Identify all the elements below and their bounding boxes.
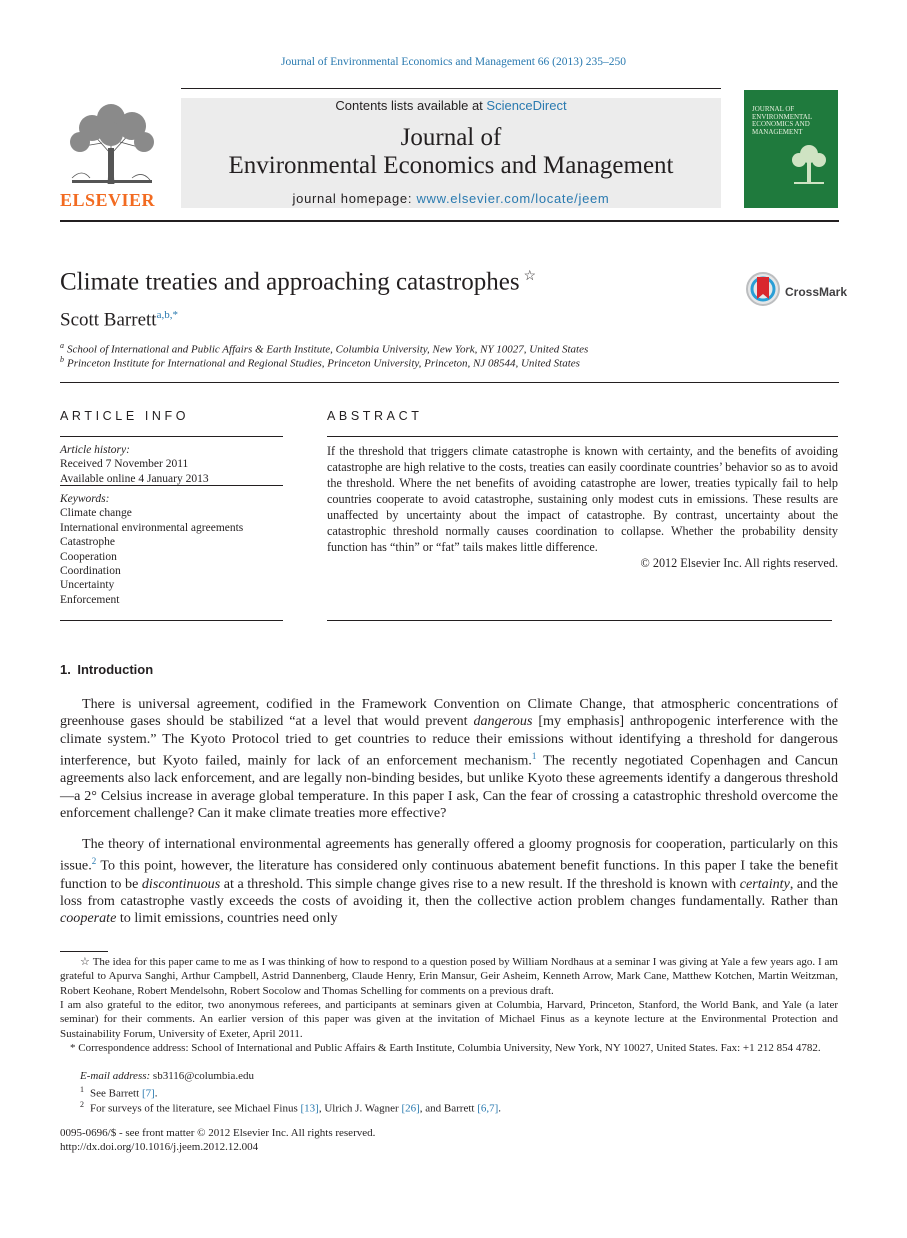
journal-homepage xyxy=(181,191,721,206)
crossmark-label[interactable]: CrossMark xyxy=(785,285,848,299)
text-run: The theory of international environmental agreements has generally offered a gloomy prognosis for cooperation, particularly on this issue. xyxy=(60,836,838,875)
author-name: Scott Barrett xyxy=(60,309,157,331)
article-info-rule-bottom xyxy=(60,620,283,621)
abstract-rule-bottom xyxy=(327,620,832,621)
footnote-star-text: The idea for this paper came to me as I was thinking of how to respond to a question posed by William Nordhaus at a seminar I was giving at Yale a few years ago. I am grateful to Apurva Sanghi, Arthur Campbell, Astrid Dannenberg, Claude Henry, Erin Mansur, Geir Asheim, Kenneth Arrow, Mark Cane, Matthew Kotchen, Martin Weitzman, Robert Keohane, Robert Mendelsohn, Robert Socolow and Thomas Schelling for comments on a previous draft. xyxy=(60,956,838,997)
masthead-top-rule xyxy=(181,88,721,89)
affiliation-a-text: School of International and Public Affairs & Earth Institute, Columbia University, New York, NY 10027, United States xyxy=(67,343,589,356)
text-run: , and the loss from catastrophe vastly exceeds the costs of avoiding it, then the collective action problem changes fundamentally. Rather than xyxy=(60,875,839,909)
journal-title-line2: Environmental Economics and Management xyxy=(228,152,674,179)
reference-link[interactable]: [26] xyxy=(401,1102,420,1115)
text-run: at a threshold. This simple change gives rise to a new result. If the threshold is known with xyxy=(220,875,740,892)
email-label: E-mail address: xyxy=(80,1070,151,1082)
cover-title: JOURNAL OF ENVIRONMENTAL ECONOMICS AND MANAGEMENT xyxy=(752,105,812,136)
affiliation-b-text: Princeton Institute for International and Regional Studies, Princeton University, Princeton, NJ 08544, United States xyxy=(67,357,580,370)
received-date: Received 7 November 2011 xyxy=(60,458,189,471)
reference-link[interactable]: [13] xyxy=(300,1102,319,1115)
keyword: Climate change xyxy=(60,507,132,520)
footnote-thanks: I am also grateful to the editor, two anonymous referees, and participants at seminars given at Columbia, Harvard, Princeton, Stanford, the World Bank, and Yale (a later seminar) for their comments. An earlier version of this paper was given at the invitation of Michael Finus as a keynote lecture at the Environmental Protection and Sustainability Forum, University of Exeter, April 2011. xyxy=(60,999,838,1040)
journal-title-line1: Journal of xyxy=(400,124,502,151)
title-footnote-mark[interactable]: ☆ xyxy=(523,269,537,284)
keywords-label: Keywords: xyxy=(60,493,110,505)
cover-tree-icon xyxy=(786,140,832,188)
emphasis: dangerous xyxy=(473,713,533,730)
footnote-email xyxy=(60,1069,858,1083)
text-run: . xyxy=(154,1087,158,1100)
article-info-heading: ARTICLE INFO xyxy=(60,409,190,423)
affiliation-b-mark: b xyxy=(60,355,64,364)
footnote-1-mark: 1 xyxy=(80,1085,84,1094)
abstract-body xyxy=(327,443,838,571)
elsevier-tree-logo xyxy=(62,98,160,186)
contents-prefix: Contents lists available at xyxy=(335,98,487,113)
abstract-heading: ABSTRACT xyxy=(327,409,423,423)
emphasis: discontinuous xyxy=(141,875,221,892)
email-address[interactable]: sb3116@columbia.edu xyxy=(152,1070,254,1082)
footnote-2 xyxy=(60,1098,858,1116)
article-title xyxy=(60,268,536,296)
affiliation-b xyxy=(60,355,580,370)
footnote-separator xyxy=(60,951,108,952)
issn-line: 0095-0696/$ - see front matter © 2012 Elsevier Inc. All rights reserved. xyxy=(60,1127,376,1139)
footnote-2-mark: 2 xyxy=(80,1100,84,1109)
text-run: To this point, however, the literature has considered only continuous abatement benefit functions. In this paper I take the benefit function to be xyxy=(60,858,838,892)
keyword: International environmental agreements xyxy=(60,521,244,534)
doi-link[interactable]: http://dx.doi.org/10.1016/j.jeem.2012.12.004 xyxy=(60,1141,259,1153)
footnote-corr-text: Correspondence address: School of International and Public Affairs & Earth Institute, Columbia University, New York, NY 10027, United States. Fax: +1 212 854 4782. xyxy=(78,1042,821,1054)
keyword: Coordination xyxy=(60,565,121,578)
journal-citation[interactable]: Journal of Environmental Economics and Management 66 (2013) 235–250 xyxy=(281,56,626,68)
emphasis: certainty xyxy=(739,875,790,892)
contents-line xyxy=(181,98,721,113)
reference-link[interactable]: [6,7] xyxy=(477,1102,499,1115)
affiliation-a xyxy=(60,341,588,356)
footnote-star-mark: ☆ xyxy=(80,956,90,968)
crossmark-icon[interactable] xyxy=(745,271,781,307)
article-info-rule-mid xyxy=(60,485,283,486)
publisher-wordmark: ELSEVIER xyxy=(60,190,156,210)
text-run: The recently negotiated Copenhagen and Cancun agreements also lack enforcement, and are legally non-binding besides, but unlike Kyoto these agreements identify a dangerous threshold—a 2° Celsius increase in average global temperature. In this paper I ask, Can the fear of crossing a catastrophic threshold overcome the enforcement challenge? Can it make climate treaties more effective? xyxy=(60,752,839,822)
available-date: Available online 4 January 2013 xyxy=(60,472,209,485)
homepage-prefix: journal homepage: xyxy=(292,191,417,206)
reference-link[interactable]: [7] xyxy=(141,1087,155,1100)
keywords-block xyxy=(60,492,283,607)
text-run: . xyxy=(498,1102,502,1115)
emphasis: cooperate xyxy=(60,910,117,927)
header-rule xyxy=(60,220,839,222)
article-history xyxy=(60,443,283,486)
article-info-rule-top xyxy=(60,436,283,437)
affiliation-a-mark: a xyxy=(60,341,64,350)
sciencedirect-link[interactable]: ScienceDirect xyxy=(486,98,567,113)
abstract-copyright: © 2012 Elsevier Inc. All rights reserved. xyxy=(640,556,838,570)
keyword: Cooperation xyxy=(60,550,117,563)
abstract-text: If the threshold that triggers climate catastrophe is known with certainty, and the benefits of avoiding catastrophe are high relative to the costs, treaties can easily coordinate countries’ behavior so as to avoid the threshold. Where the net benefits of avoiding catastrophe are lower, treaties typically fail to help countries cooperate to avoid catastrophe, sustaining only modest cuts in emissions. These results are unaffected by uncertainty about the impact of catastrophe. By contrast, uncertainty about the catastrophic threshold normally causes coordination to collapse. Whether the probability density function has “thin” or “fat” tails makes little difference. xyxy=(327,444,838,554)
keyword: Uncertainty xyxy=(60,579,115,592)
homepage-link[interactable]: www.elsevier.com/locate/jeem xyxy=(416,191,610,206)
text-run: See Barrett xyxy=(90,1087,142,1100)
article-title-text: Climate treaties and approaching catastrophes xyxy=(60,268,520,296)
author-affiliation-marks[interactable]: a,b,* xyxy=(156,309,178,321)
footnote-ref-2[interactable]: 2 xyxy=(91,856,97,867)
text-run: , Ulrich J. Wagner xyxy=(318,1102,402,1115)
keyword: Enforcement xyxy=(60,593,120,606)
footnote-ref-1[interactable]: 1 xyxy=(531,751,537,762)
text-run: [my emphasis] anthropogenic interference with the climate system.” The Kyoto Protocol tried to get countries to reduce their emissions without identifying a threshold for dangerous interference, but Kyoto failed, mainly for lack of an enforcement mechanism. xyxy=(60,713,838,769)
text-run: For surveys of the literature, see Michael Finus xyxy=(90,1102,301,1115)
footnote-star xyxy=(60,955,838,998)
text-run: to limit emissions, countries need only xyxy=(116,910,338,927)
history-label: Article history: xyxy=(60,444,130,456)
footnote-correspondence xyxy=(60,1041,838,1055)
section-heading-introduction: 1. Introduction xyxy=(60,662,154,677)
text-run: There is universal agreement, codified in the Framework Convention on Climate Change, that atmospheric concentrations of greenhouse gases should be stabilized “at a level that would prevent xyxy=(60,696,838,730)
text-run: , and Barrett xyxy=(419,1102,478,1115)
intro-paragraph-1 xyxy=(60,696,838,823)
title-block-rule xyxy=(60,382,839,383)
keyword: Catastrophe xyxy=(60,536,115,549)
intro-paragraph-2 xyxy=(60,836,838,928)
abstract-rule-top xyxy=(327,436,838,437)
journal-title xyxy=(181,124,721,180)
footnote-corr-mark: * xyxy=(70,1042,76,1054)
author-line xyxy=(60,309,178,331)
